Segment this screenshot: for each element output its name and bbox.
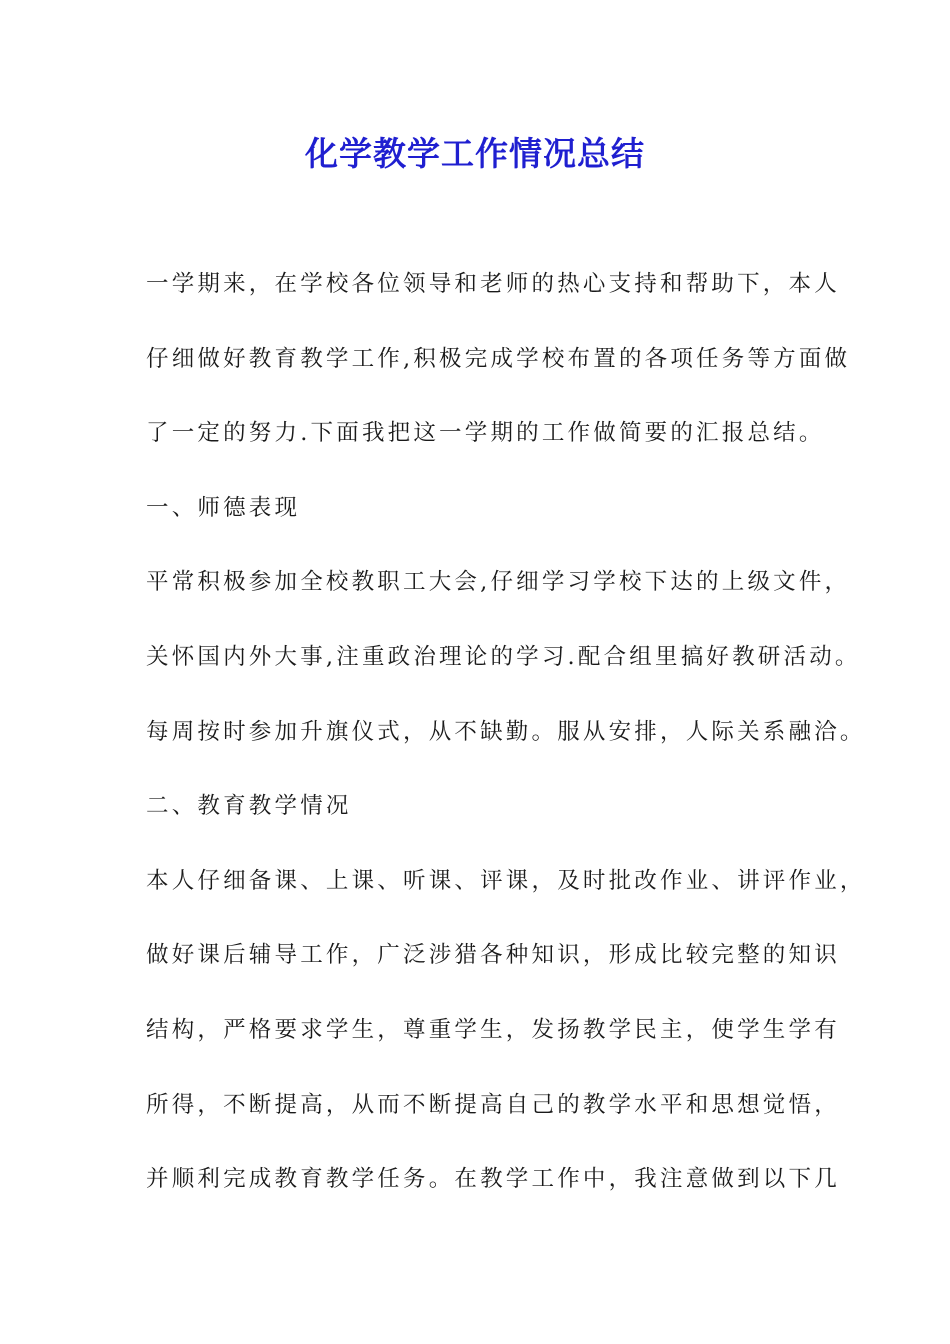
body-line: 所得，不断提高，从而不断提高自己的教学水平和思想觉悟，: [146, 1091, 840, 1118]
body-line: 了一定的努力.下面我把这一学期的工作做简要的汇报总结。: [146, 420, 825, 447]
body-line: 一学期来，在学校各位领导和老师的热心支持和帮助下，本人: [146, 271, 840, 297]
body-line: 本人仔细备课、上课、听课、评课，及时批改作业、讲评作业，: [146, 867, 866, 894]
section-heading-teaching: 二、教育教学情况: [146, 793, 352, 820]
body-line: 关怀国内外大事,注重政治理论的学习.配合组里搞好教研活动。: [146, 643, 861, 670]
body-line: 平常积极参加全校教职工大会,仔细学习学校下达的上级文件，: [146, 569, 851, 596]
body-line: 并顺利完成教育教学任务。在教学工作中，我注意做到以下几: [146, 1166, 840, 1193]
body-line: 每周按时参加升旗仪式，从不缺勤。服从安排，人际关系融洽。: [146, 718, 866, 745]
document-body: [146, 266, 866, 1236]
document-title: 化学教学工作情况总结: [305, 134, 645, 173]
body-line: 仔细做好教育教学工作,积极完成学校布置的各项任务等方面做: [146, 345, 851, 372]
body-line: 结构，严格要求学生，尊重学生，发扬教学民主，使学生学有: [146, 1016, 840, 1043]
body-line: 做好课后辅导工作，广泛涉猎各种知识，形成比较完整的知识: [146, 942, 840, 969]
section-heading-teacher-ethics: 一、师德表现: [146, 494, 301, 521]
